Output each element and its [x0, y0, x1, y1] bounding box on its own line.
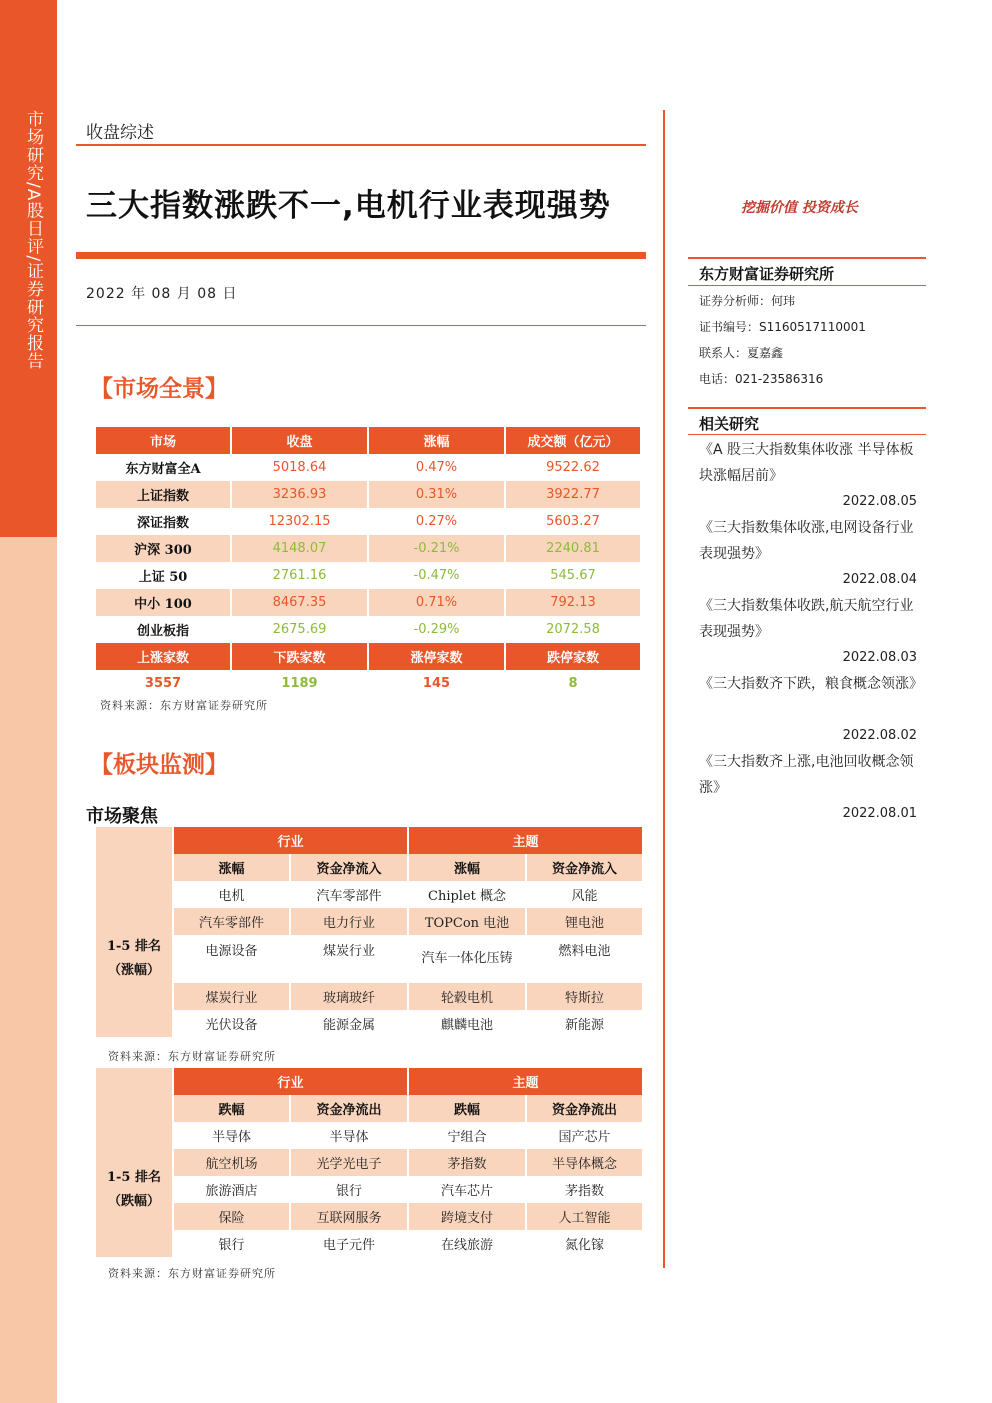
decline-count: 1189: [232, 670, 369, 697]
related-date: 2022.08.03: [842, 650, 917, 665]
volume-value: 792.13: [506, 589, 642, 616]
table-row: [96, 881, 644, 908]
divider: [76, 144, 646, 146]
table-cell: 茅指数: [527, 1176, 644, 1203]
change-value: 0.47%: [369, 454, 506, 481]
divider: [688, 257, 926, 259]
table-cell: 风能: [527, 881, 644, 908]
table-cell: 玻璃玻纤: [291, 983, 409, 1010]
column-header: 资金净流入: [291, 854, 409, 881]
index-name: 中小 100: [96, 589, 232, 616]
related-research-heading: 相关研究: [699, 415, 760, 433]
change-value: 0.27%: [369, 508, 506, 535]
table-row: [96, 535, 642, 562]
volume-value: 9522.62: [506, 454, 642, 481]
table-cell: 跨境支付: [409, 1203, 527, 1230]
table-row: [96, 1230, 644, 1257]
table-cell: 保险: [174, 1203, 291, 1230]
table-cell: 半导体: [174, 1122, 291, 1149]
institute-name: 东方财富证券研究所: [699, 265, 835, 283]
table-cell: 互联网服务: [291, 1203, 409, 1230]
column-header: 跌停家数: [506, 643, 642, 670]
table-cell: 煤炭行业: [291, 935, 409, 983]
column-header: 下跌家数: [232, 643, 369, 670]
table-cell: Chiplet 概念: [409, 881, 527, 908]
table-cell: 电源设备: [174, 935, 291, 983]
gain-table: [96, 827, 644, 1037]
slogan: 挖掘价值 投资成长: [741, 200, 858, 216]
column-header: 市场: [96, 427, 232, 454]
related-link[interactable]: 《三大指数齐下跌，粮食概念领涨》: [699, 676, 923, 692]
table-row: [96, 1176, 644, 1203]
index-name: 创业板指: [96, 616, 232, 643]
divider: [688, 407, 926, 409]
volume-value: 2072.58: [506, 616, 642, 643]
related-date: 2022.08.02: [842, 728, 917, 743]
report-category: 收盘综述: [86, 123, 154, 143]
title-divider: [76, 252, 646, 259]
table-cell: 在线旅游: [409, 1230, 527, 1257]
column-header: 涨停家数: [369, 643, 506, 670]
table-row: [96, 1203, 644, 1230]
column-header: 资金净流出: [291, 1095, 409, 1122]
source-note: 资料来源：东方财富证券研究所: [100, 699, 268, 712]
table-row: [96, 983, 644, 1010]
group-header-theme: 主题: [409, 827, 644, 854]
table-cell: 银行: [174, 1230, 291, 1257]
certificate-number: 证书编号：S1160517110001: [699, 320, 866, 334]
contact: 联系人：夏嘉鑫: [699, 346, 784, 360]
count-row: [96, 670, 642, 697]
table-cell: 人工智能: [527, 1203, 644, 1230]
table-cell: 旅游酒店: [174, 1176, 291, 1203]
table-row: [96, 616, 642, 643]
table-cell: 电子元件: [291, 1230, 409, 1257]
market-heading: 【市场全景】: [90, 375, 228, 402]
sidebar-label: 市场研究/A股日评/证券研究报告: [23, 110, 43, 371]
table-cell: TOPCon 电池: [409, 908, 527, 935]
table-cell: 光伏设备: [174, 1010, 291, 1037]
table-row: [96, 562, 642, 589]
group-header-theme: 主题: [409, 1068, 644, 1095]
table-cell: 轮毂电机: [409, 983, 527, 1010]
table-row: [96, 1149, 644, 1176]
divider: [688, 434, 926, 435]
rank-label-line: （涨幅）: [107, 963, 160, 978]
column-header: 资金净流出: [527, 1095, 644, 1122]
column-header: 上涨家数: [96, 643, 232, 670]
rank-label: [96, 881, 174, 1037]
table-cell: 半导体: [291, 1122, 409, 1149]
table-row: [96, 935, 644, 983]
rank-label-line: 1-5 排名: [106, 939, 161, 954]
close-value: 5018.64: [232, 454, 369, 481]
table-cell: 燃料电池: [527, 935, 644, 983]
related-date: 2022.08.05: [842, 494, 917, 509]
close-value: 4148.07: [232, 535, 369, 562]
table-cell: 氮化镓: [527, 1230, 644, 1257]
page-title: 三大指数涨跌不一,电机行业表现强势: [86, 188, 611, 224]
table-row: [96, 589, 642, 616]
table-row: [96, 1010, 644, 1037]
column-header: 涨幅: [369, 427, 506, 454]
table-cell: 电力行业: [291, 908, 409, 935]
sidebar-band-light: [0, 537, 57, 1403]
table-cell: 锂电池: [527, 908, 644, 935]
volume-value: 3922.77: [506, 481, 642, 508]
rank-label-line: 1-5 排名: [106, 1169, 161, 1185]
table-cell: 国产芯片: [527, 1122, 644, 1149]
volume-value: 5603.27: [506, 508, 642, 535]
table-row: [96, 481, 642, 508]
related-link[interactable]: 《三大指数齐上涨,电池回收概念领涨》: [699, 754, 914, 796]
close-value: 12302.15: [232, 508, 369, 535]
table-row: [96, 454, 642, 481]
related-link[interactable]: 《三大指数集体收跌,航天航空行业表现强势》: [699, 598, 914, 640]
table-cell: 银行: [291, 1176, 409, 1203]
index-name: 沪深 300: [96, 535, 232, 562]
volume-value: 545.67: [506, 562, 642, 589]
index-name: 东方财富全A: [96, 454, 232, 481]
table-cell: 特斯拉: [527, 983, 644, 1010]
index-name: 上证 50: [96, 562, 232, 589]
change-value: 0.71%: [369, 589, 506, 616]
source-note: 资料来源：东方财富证券研究所: [108, 1050, 276, 1063]
limit-up-count: 145: [369, 670, 506, 697]
column-header: 资金净流入: [527, 854, 644, 881]
analyst: 证券分析师：何玮: [699, 294, 796, 308]
table-row: [96, 908, 644, 935]
related-date: 2022.08.04: [842, 572, 917, 587]
table-cell: 宁组合: [409, 1122, 527, 1149]
table-cell: 煤炭行业: [174, 983, 291, 1010]
table-cell: 汽车零部件: [291, 881, 409, 908]
table-cell: 航空机场: [174, 1149, 291, 1176]
column-header: 成交额（亿元）: [506, 427, 642, 454]
group-header-industry: 行业: [174, 1068, 409, 1095]
rank-label-line: （跌幅）: [107, 1193, 160, 1209]
related-link[interactable]: 《三大指数集体收涨,电网设备行业表现强势》: [699, 520, 914, 562]
volume-value: 2240.81: [506, 535, 642, 562]
phone: 电话：021-23586316: [699, 372, 824, 386]
table-cell: 新能源: [527, 1010, 644, 1037]
column-header: 涨幅: [174, 854, 291, 881]
related-link[interactable]: 《A 股三大指数集体收涨 半导体板块涨幅居前》: [699, 442, 914, 484]
table-cell: 汽车一体化压铸: [409, 935, 527, 983]
market-focus-heading: 市场聚焦: [86, 806, 158, 827]
table-row: [96, 1122, 644, 1149]
close-value: 3236.93: [232, 481, 369, 508]
index-name: 上证指数: [96, 481, 232, 508]
table-cell: 电机: [174, 881, 291, 908]
loss-table: [96, 1068, 644, 1257]
table-cell: 半导体概念: [527, 1149, 644, 1176]
change-value: 0.31%: [369, 481, 506, 508]
related-date: 2022.08.01: [842, 806, 917, 821]
table-cell: 汽车芯片: [409, 1176, 527, 1203]
change-value: -0.47%: [369, 562, 506, 589]
table-row: [96, 508, 642, 535]
group-header-industry: 行业: [174, 827, 409, 854]
rank-label: [96, 1122, 174, 1257]
table-cell: 能源金属: [291, 1010, 409, 1037]
close-value: 2761.16: [232, 562, 369, 589]
table-cell: 光学光电子: [291, 1149, 409, 1176]
change-value: -0.21%: [369, 535, 506, 562]
limit-down-count: 8: [506, 670, 642, 697]
table-cell: 汽车零部件: [174, 908, 291, 935]
sector-heading: 【板块监测】: [90, 751, 228, 778]
divider: [688, 285, 926, 286]
column-header: 跌幅: [174, 1095, 291, 1122]
table-cell: 麒麟电池: [409, 1010, 527, 1037]
advance-count: 3557: [96, 670, 232, 697]
close-value: 8467.35: [232, 589, 369, 616]
change-value: -0.29%: [369, 616, 506, 643]
report-date: 2022 年 08 月 08 日: [86, 286, 238, 302]
column-header: 跌幅: [409, 1095, 527, 1122]
column-divider: [663, 110, 665, 1268]
column-header: 涨幅: [409, 854, 527, 881]
market-table: [96, 427, 642, 697]
table-cell: 茅指数: [409, 1149, 527, 1176]
divider: [76, 325, 646, 326]
source-note: 资料来源：东方财富证券研究所: [108, 1267, 276, 1280]
close-value: 2675.69: [232, 616, 369, 643]
index-name: 深证指数: [96, 508, 232, 535]
column-header: 收盘: [232, 427, 369, 454]
